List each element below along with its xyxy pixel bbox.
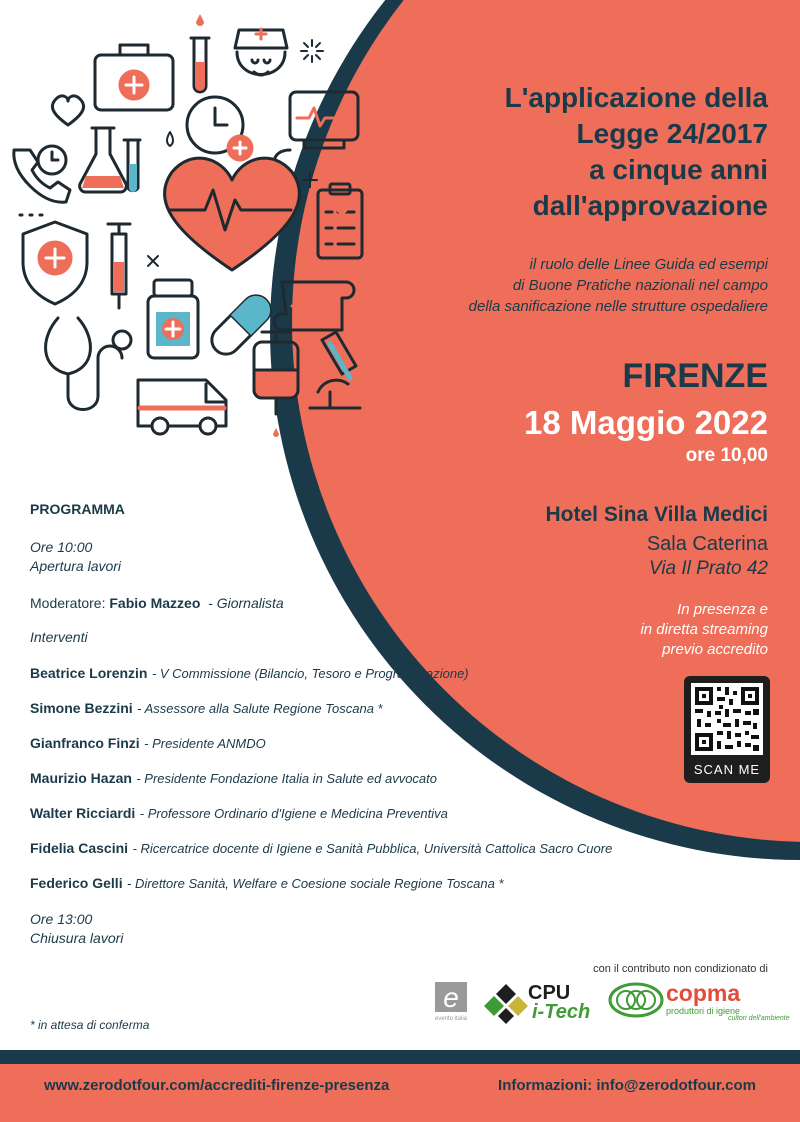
event-address: Via Il Prato 42 [648,558,768,579]
speaker-role: - Direttore Sanità, Welfare e Coesione sociale Regione Toscana * [127,876,504,891]
moderator-name: Fabio Mazzeo [109,595,201,611]
speaker-name: Maurizio Hazan [30,770,132,786]
drop-icon [167,132,173,146]
event-venue: Hotel Sina Villa Medici [545,503,768,526]
cpu-logo-line1: CPU [528,982,571,1004]
first-aid-kit-icon [95,45,173,110]
capsule-icon [212,296,270,354]
subtitle-line: della sanificazione nelle strutture ospedaliere [468,298,768,315]
qr-scan-label: SCAN ME [693,762,761,777]
clock-icon [187,97,252,160]
mode-line: in diretta streaming [640,621,768,638]
speaker-item [30,735,690,753]
stethoscope-icon [46,318,131,410]
talks-label: Interventi [30,629,88,645]
speaker-role: - Ricercatrice docente di Igiene e Sanità Pubblica, Università Cattolica Sacro Cuore [132,841,613,856]
speaker-item [30,665,690,683]
speaker-name: Fidelia Cascini [30,840,129,856]
opening-label: Apertura lavori [30,558,122,574]
program-section [30,500,690,948]
event-title [338,80,768,224]
speaker-item [30,700,690,718]
qr-code[interactable] [684,676,770,783]
opening-time: Ore 10:00 [30,539,93,555]
speaker-item [30,840,690,858]
speaker-role: - Professore Ordinario d'Igiene e Medicina Preventiva [139,806,448,821]
footer-divider [0,1050,800,1064]
copma-logo-tagline: produttori di igiene [666,1006,741,1016]
footer [0,1064,800,1122]
title-line: a cinque anni [589,154,768,185]
heart-outline-icon [52,96,83,125]
program-heading: PROGRAMMA [30,501,125,517]
title-line: Legge 24/2017 [576,118,768,149]
speaker-role: - Presidente Fondazione Italia in Salute ed avvocato [136,771,437,786]
cpu-logo-mark [484,982,528,1024]
speaker-item [30,805,690,823]
qr-pattern [691,683,763,755]
subtitle-line: di Buone Pratiche nazionali nel campo [512,277,768,294]
speaker-name: Gianfranco Finzi [30,735,140,751]
speaker-role: - Assessore alla Salute Regione Toscana * [137,701,383,716]
speaker-name: Walter Ricciardi [30,805,136,821]
sponsors-caption: con il contributo non condizionato di [593,963,768,975]
flask-icon [80,128,140,192]
x-mark-icon [148,256,158,266]
event-room: Sala Caterina [646,533,768,555]
event-time: ore 10,00 [685,445,768,466]
pill-bottle-icon [148,280,198,358]
copma-logo-name: copma [666,980,741,1006]
title-line: L'applicazione della [504,82,768,113]
test-tube-icon [191,14,209,92]
phone-icon [14,146,70,202]
event-date: 18 Maggio 2022 [524,404,768,441]
subtitle-line: il ruolo delle Linee Guida ed esempi [529,256,768,273]
mode-line: previo accredito [662,641,768,658]
copma-logo-tagline2: cultori dell'ambiente [728,1015,790,1022]
speaker-name: Federico Gelli [30,875,123,891]
cpu-itech-logo [484,982,592,1024]
speaker-name: Beatrice Lorenzin [30,665,148,681]
evento-logo [435,982,467,1022]
moderator-role: - Giornalista [208,595,284,611]
syringe-icon [108,224,130,308]
speakers-list [30,665,690,893]
moderator-line [30,594,690,613]
evento-logo-mark [435,982,467,1022]
speaker-item [30,770,690,788]
nurse-icon [235,29,287,75]
speaker-role: - V Commissione (Bilancio, Tesoro e Programmazione) [151,666,469,681]
qr-code-image [691,683,763,755]
speaker-role: - Presidente ANMDO [144,736,266,751]
registration-link[interactable]: www.zerodotfour.com/accrediti-firenze-presenza [44,1077,390,1094]
moderator-label: Moderatore: [30,595,106,611]
copma-logo-mark [608,980,664,1020]
sparkle-icon [301,40,323,62]
mode-line: In presenza e [677,601,768,618]
title-line: dall'approvazione [532,190,768,221]
event-subtitle [348,254,768,317]
copma-logo [608,980,790,1024]
speaker-item [30,875,690,893]
event-city: FIRENZE [622,357,768,395]
contact-info[interactable]: Informazioni: info@zerodotfour.com [498,1077,756,1094]
closing-label: Chiusura lavori [30,930,124,946]
evento-logo-text: evento italia [435,1016,467,1022]
cpu-logo-line2: i-Tech [532,1001,591,1023]
shield-icon [23,222,87,304]
speaker-name: Simone Bezzini [30,700,133,716]
evento-logo-letter: e [443,982,459,1013]
confirmation-note: * in attesa di conferma [30,1018,150,1032]
ambulance-icon [138,380,226,434]
closing-time: Ore 13:00 [30,911,93,927]
